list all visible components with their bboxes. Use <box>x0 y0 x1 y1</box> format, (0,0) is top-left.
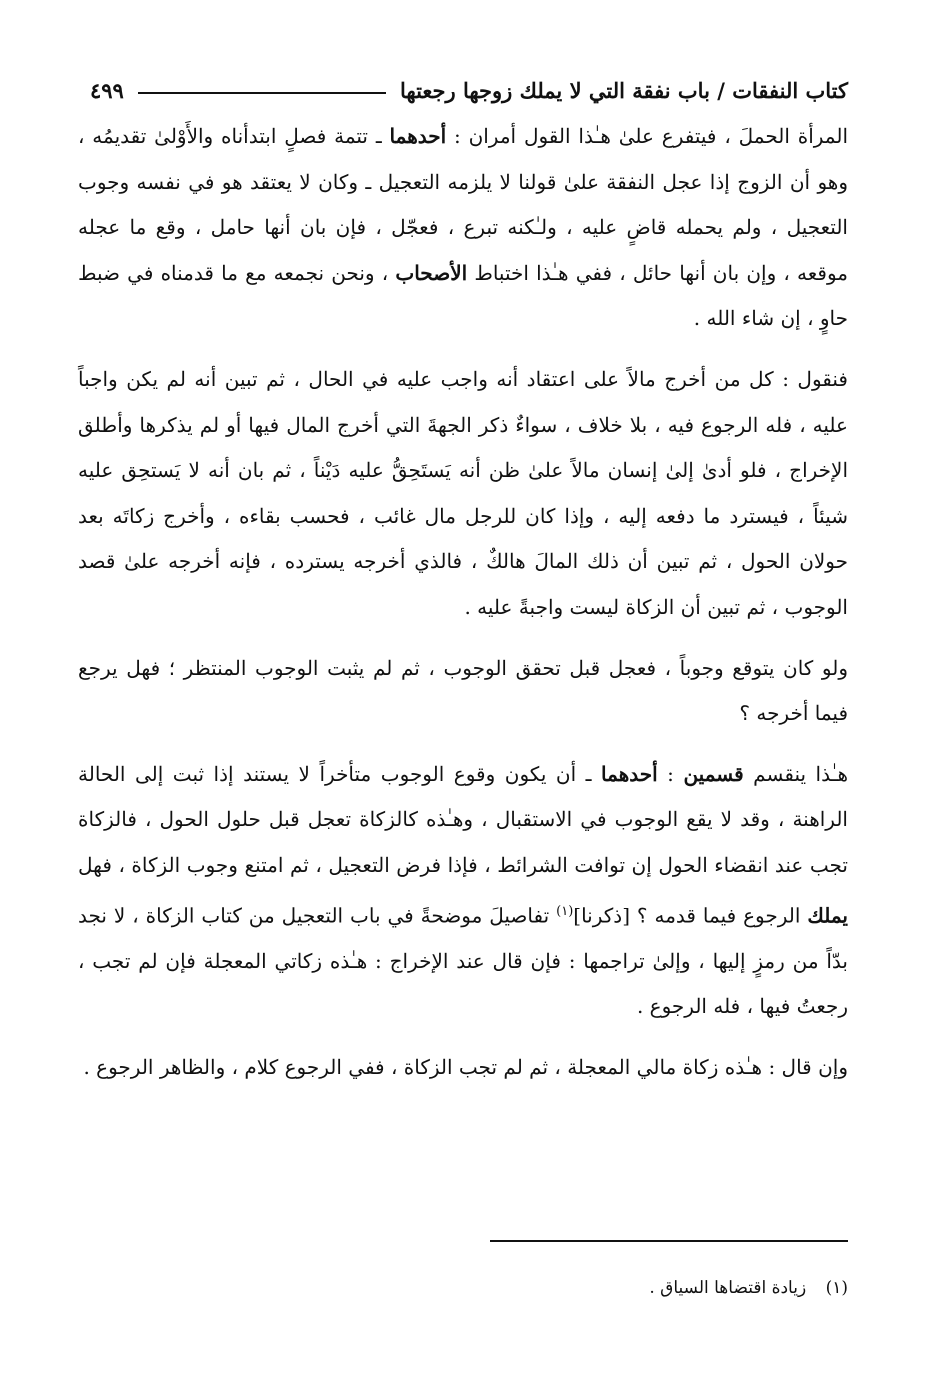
page-number: ٤٩٩ <box>90 77 124 103</box>
text-run: الرجوع فيما قدمه ؟ [ذكرنا] <box>573 903 808 928</box>
bold-term: أحدهما <box>389 124 447 148</box>
paragraph <box>78 114 848 342</box>
page-content <box>78 70 848 1091</box>
header-title: كتاب النفقات / باب نفقة التي لا يملك زوجها رجعتها <box>399 77 848 103</box>
footnote-reference: (١) <box>556 903 574 919</box>
bold-term: أحدهما <box>601 761 658 786</box>
text-run: ـ أن يكون وقوع الوجوب متأخراً لا يستند إذا ثبت إلى الحالة الراهنة ، وقد لا يقع الوجوب في الاستقبال ، وهـٰذه كالزكاة تعجل قبل حلول الحول ، فالزكاة تجب عند انقضاء الحول إن توافت الشرائط ، فإذا فرض التعجيل ، ثم امتنع وجوب الزكاة ، فهل <box>78 761 848 877</box>
paragraph <box>78 752 848 1030</box>
text-run: المرأة الحملَ ، فيتفرع علىٰ هـٰذا القول أمران : <box>446 124 848 148</box>
header-rule <box>138 92 386 94</box>
body-text <box>78 114 848 1091</box>
footnote-marker: (١) <box>825 1278 848 1298</box>
bold-term: يملك <box>807 903 848 928</box>
text-run: تفاصيلَ موضحةً في باب التعجيل من كتاب الزكاة ، لا نجد بدّاً من رمزٍ إليها ، وإلىٰ تراجمها : فإن قال عند الإخراج : هـٰذه زكاتي المعجلة فإن لم تجب ، رجعتُ فيها ، فله الرجوع . <box>78 903 848 1019</box>
footnote-separator <box>490 1240 848 1242</box>
bold-term: الأصحاب <box>395 260 468 285</box>
text-run: وإن قال : هـٰذه زكاة مالي المعجلة ، ثم لم تجب الزكاة ، ففي الرجوع كلام ، والظاهر الرجوع . <box>83 1054 848 1079</box>
text-run: هـٰذا ينقسم <box>743 761 849 786</box>
text-run: ، ونحن نجمعه مع ما قدمناه في ضبط حاوٍ ، إن شاء الله . <box>78 260 848 331</box>
paragraph <box>78 1045 848 1091</box>
footnote <box>148 1274 848 1302</box>
footnote-text: زيادة اقتضاها السياق . <box>649 1278 807 1298</box>
running-header <box>78 70 848 110</box>
bold-term: قسمين <box>683 761 744 786</box>
text-run: ـ تتمة فصلٍ ابتدأناه والأَوْلىٰ تقديمُه ، وهو أن الزوج إذا عجل النفقة علىٰ قولنا لا يلزمه التعجيل ـ وكان لا يعتقد هو في نفسه وجوب التعجيل ، ولم يحمله قاضٍ عليه ، ولـٰكنه تبرع ، فعجّل ، فإن بان أنها حامل ، وقع ما عجله موقعه ، وإن بان أنها حائل ، ففي هـٰذا اختباط <box>78 124 848 285</box>
paragraph <box>78 646 848 737</box>
paragraph <box>78 357 848 631</box>
text-run: : <box>657 761 684 786</box>
text-run: فنقول : كل من أخرج مالاً على اعتقاد أنه واجب عليه في الحال ، ثم تبين أنه لم يكن واجباً عليه ، فله الرجوع فيه ، بلا خلاف ، سواءٌ ذكر الجهةَ التي أخرج المال فيها أو لم يذكرها وأطلق الإخراج ، فلو أدىٰ إلىٰ إنسان مالاً علىٰ ظن أنه يَستَحِقُّ عليه دَيْناً ، ثم بان أنه لا يَستحِق عليه شيئاً ، فيسترد ما دفعه إليه ، وإذا كان للرجل مال غائب ، فحسب بقاءه ، وأخرج زكاتَه بعد حولان الحول ، ثم تبين أن ذلك المالَ هالكٌ ، فالذي أخرجه يسترده ، فإنه أخرجه علىٰ قصد الوجوب ، ثم تبين أن الزكاة ليست واجبةً عليه . <box>78 366 848 619</box>
text-run: ولو كان يتوقع وجوباً ، فعجل قبل تحقق الوجوب ، ثم لم يثبت الوجوب المنتظر ؛ فهل يرجع فيما أخرجه ؟ <box>78 655 848 726</box>
